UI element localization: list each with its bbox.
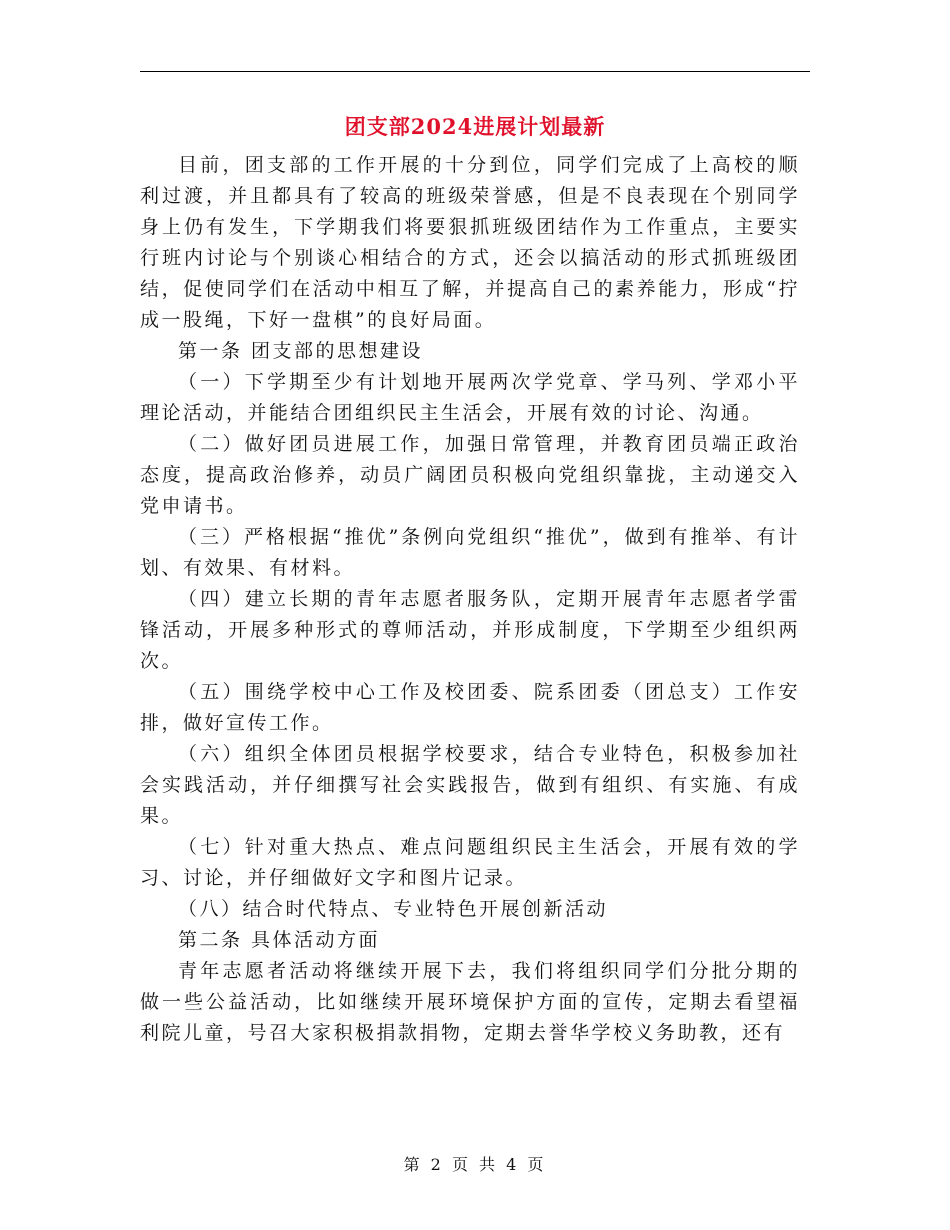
paragraph-intro: 目前，团支部的工作开展的十分到位，同学们完成了上高校的顺利过渡，并且都具有了较高的班级荣誉感，但是不良表现在个别同学身上仍有发生，下学期我们将要狠抓班级团结作为工作重点，主要实行班内讨论与个别谈心相结合的方式，还会以搞活动的形式抓班级团结，促使同学们在活动中相互了解，并提高自己的素养能力，形成“拧成一股绳，下好一盘棋”的良好局面。	[140, 154, 800, 331]
paragraph-item-4: （四）建立长期的青年志愿者服务队，定期开展青年志愿者学雷锋活动，开展多种形式的尊师活动，并形成制度，下学期至少组织两次。	[140, 588, 800, 672]
paragraph-item-7: （七）针对重大热点、难点问题组织民主生活会，开展有效的学习、讨论，并仔细做好文字和图片记录。	[140, 836, 800, 889]
paragraph-item-6: （六）组织全体团员根据学校要求，结合专业特色，积极参加社会实践活动，并仔细撰写社会实践报告，做到有组织、有实施、有成果。	[140, 743, 800, 827]
paragraph-item-5: （五）围绕学校中心工作及校团委、院系团委（团总支）工作安排，做好宣传工作。	[140, 681, 800, 734]
paragraph-item-1: （一）下学期至少有计划地开展两次学党章、学马列、学邓小平理论活动，并能结合团组织民主生活会，开展有效的讨论、沟通。	[140, 371, 800, 424]
page-number: 第 2 页 共 4 页	[403, 1155, 547, 1174]
section-heading-1: 第一条 团支部的思想建设	[178, 340, 424, 362]
document-body	[140, 150, 800, 1049]
section-heading-2: 第二条 具体活动方面	[178, 929, 381, 951]
paragraph-item-2: （二）做好团员进展工作，加强日常管理，并教育团员端正政治态度，提高政治修养，动员广阔团员积极向党组织靠拢，主动递交入党申请书。	[140, 433, 800, 517]
paragraph-activities: 青年志愿者活动将继续开展下去，我们将组织同学们分批分期的做一些公益活动，比如继续开展环境保护方面的宣传，定期去看望福利院儿童，号召大家积极捐款捐物，定期去誉华学校义务助教，还有	[140, 960, 800, 1044]
header-rule	[140, 71, 810, 72]
paragraph-item-8: （八）结合时代特点、专业特色开展创新活动	[178, 898, 609, 920]
paragraph-item-3: （三）严格根据“推优”条例向党组织“推优”，做到有推举、有计划、有效果、有材料。	[140, 526, 800, 579]
document-title: 团支部2024进展计划最新	[344, 114, 606, 139]
